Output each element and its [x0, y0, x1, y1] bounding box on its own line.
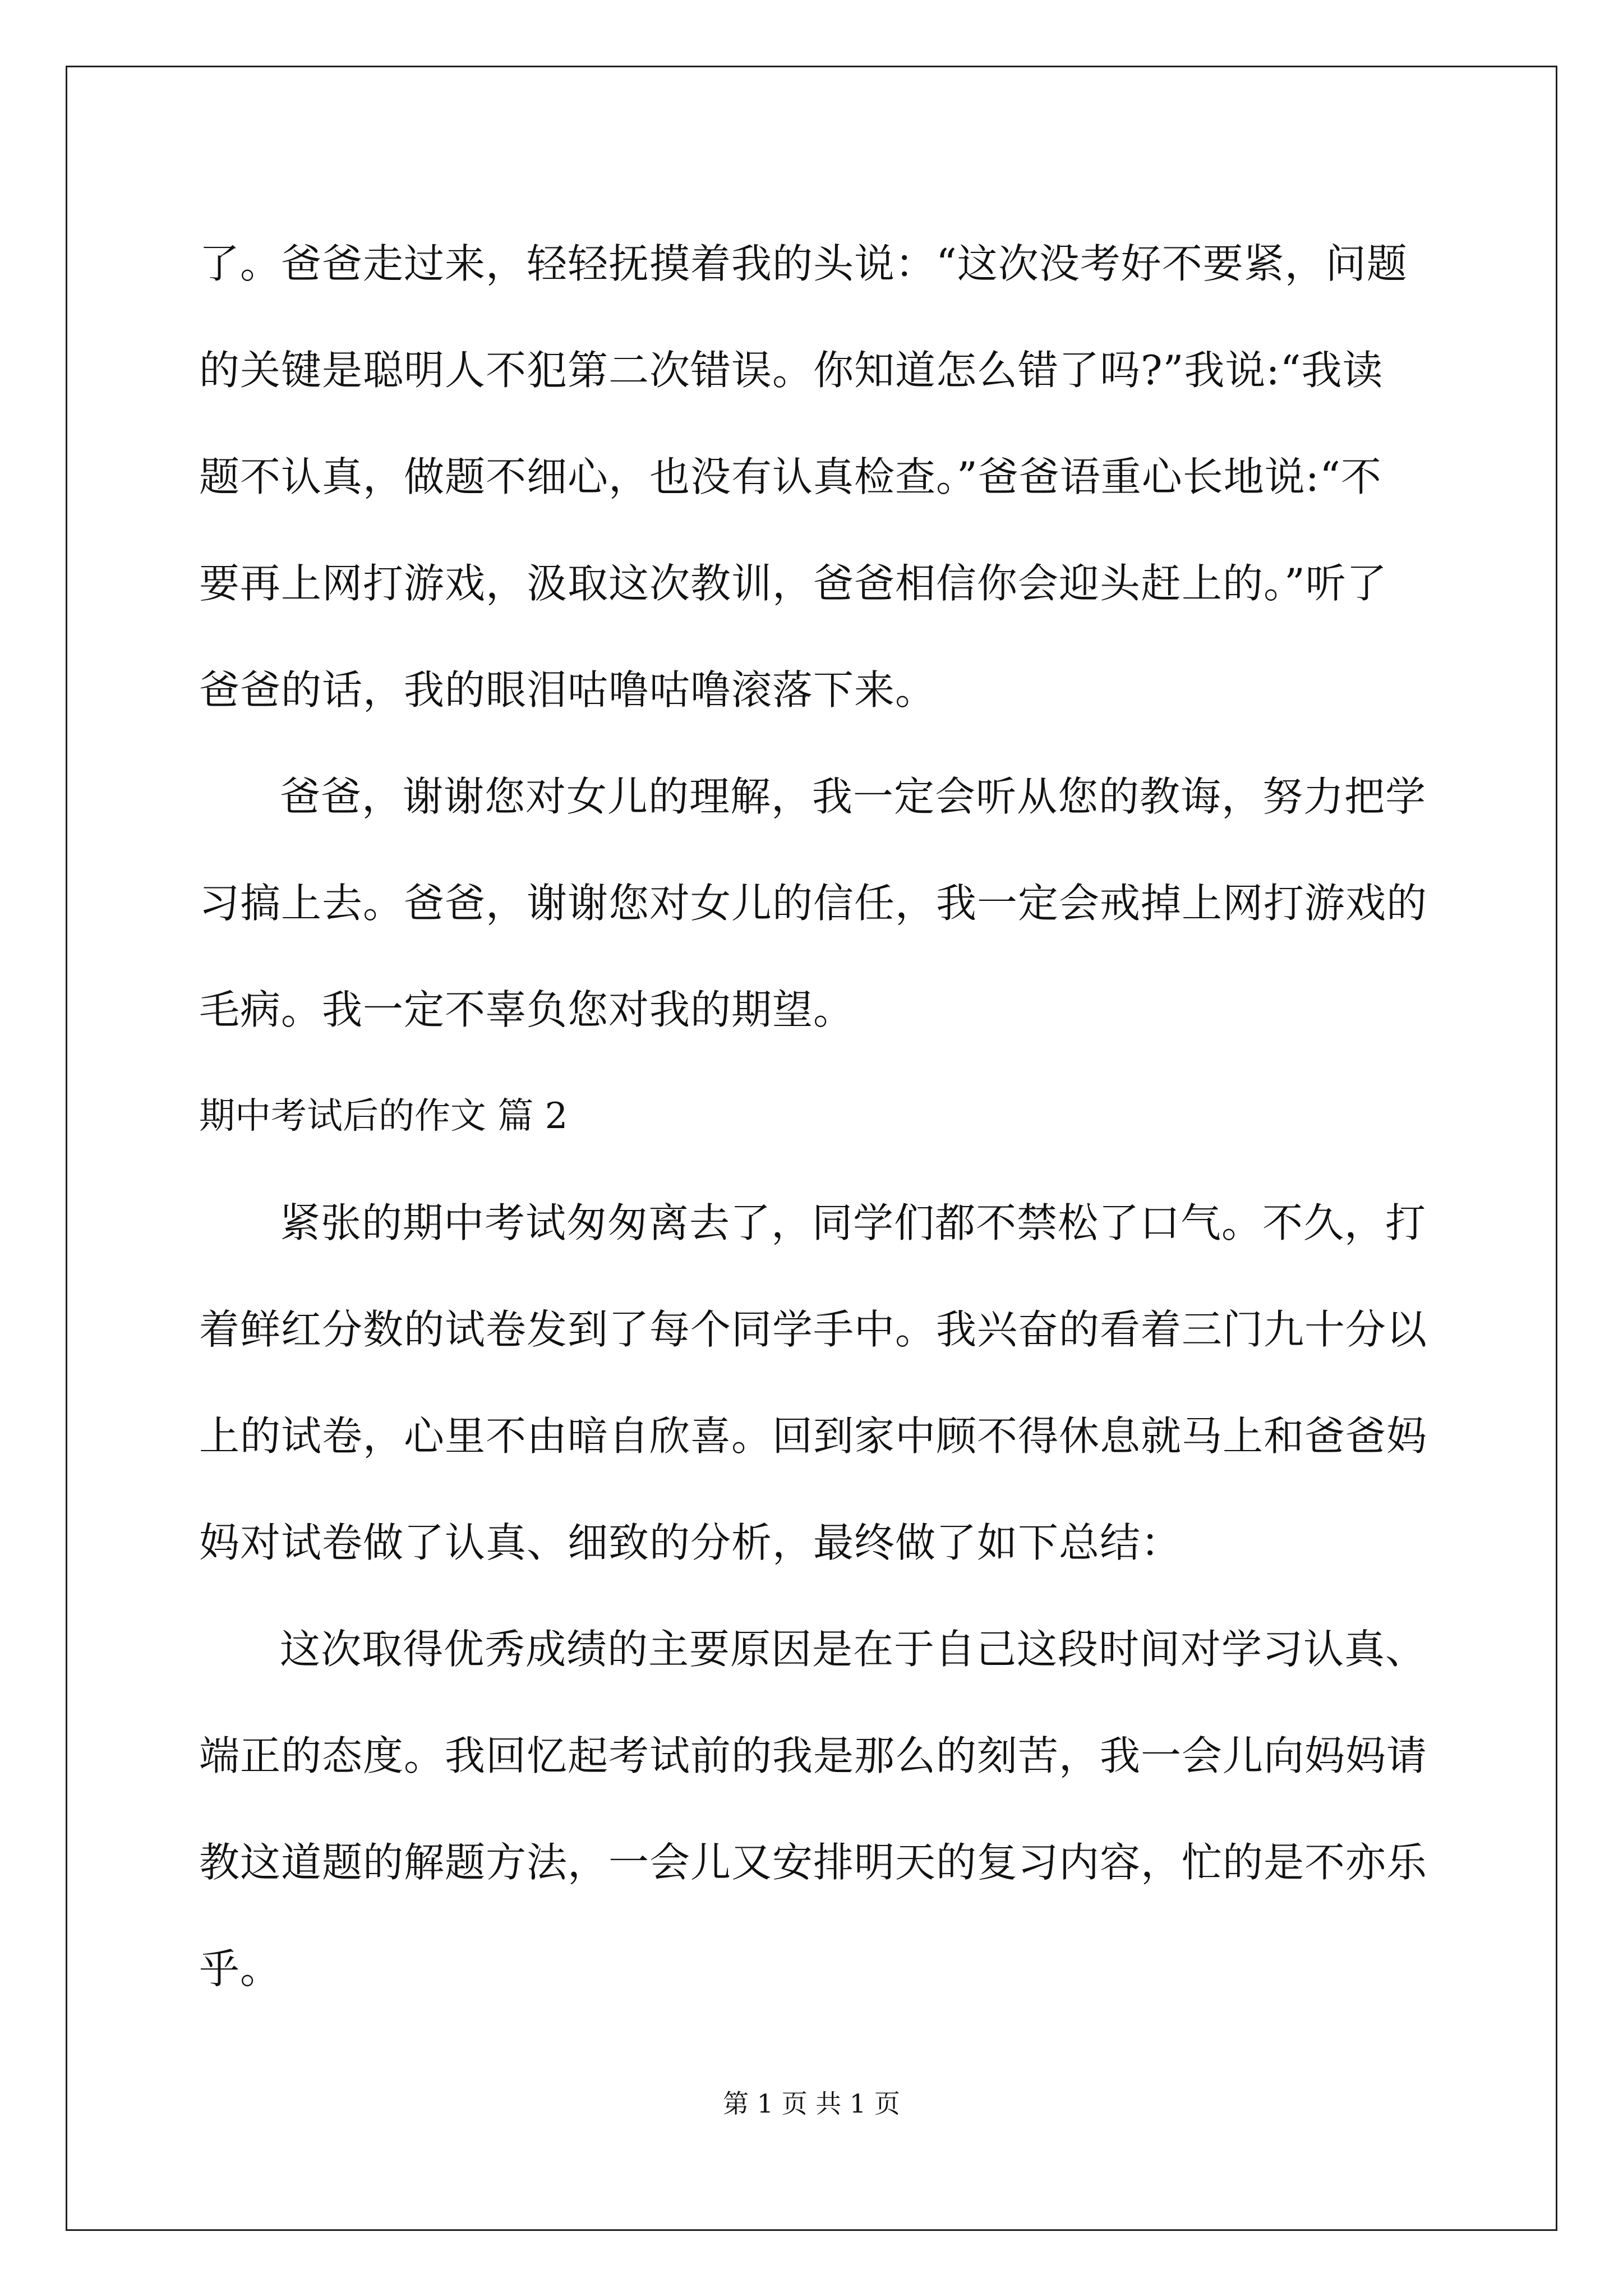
- page-number: 第 1 页 共 1 页: [723, 2088, 900, 2119]
- text-line: 题不认真，做题不细心，也没有认真检查。”爸爸语重心长地说:“不: [199, 453, 1382, 500]
- text-line: 的关键是聪明人不犯第二次错误。你知道怎么错了吗?”我说:“我读: [199, 347, 1384, 394]
- text-line: 端正的态度。我回忆起考试前的我是那么的刻苦，我一会儿向妈妈请: [199, 1732, 1428, 1779]
- text-line: 了。爸爸走过来，轻轻抚摸着我的头说：“这次没考好不要紧，问题: [199, 240, 1408, 287]
- text-line: 乎。: [199, 1945, 282, 1993]
- page-footer: [0, 2087, 1623, 2120]
- text-line: 紧张的期中考试匆匆离去了，同学们都不禁松了口气。不久，打: [280, 1199, 1427, 1246]
- text-line: 毛病。我一定不辜负您对我的期望。: [199, 986, 855, 1033]
- paragraph-1: [199, 210, 1422, 743]
- document-body: [199, 210, 1428, 2022]
- text-line: 爸爸，谢谢您对女儿的理解，我一定会听从您的教诲，努力把学: [280, 773, 1427, 820]
- section-heading: 期中考试后的作文 篇 2: [199, 1096, 568, 1137]
- text-line: 这次取得优秀成绩的主要原因是在于自己这段时间对学习认真、: [280, 1626, 1427, 1673]
- text-line: 要再上网打游戏，汲取这次教训，爸爸相信你会迎头赶上的。”听了: [199, 560, 1387, 607]
- text-line: 习搞上去。爸爸，谢谢您对女儿的信任，我一定会戒掉上网打游戏的: [199, 880, 1428, 927]
- text-line: 爸爸的话，我的眼泪咕噜咕噜滚落下来。: [199, 666, 937, 714]
- paragraph-3: [199, 1170, 1428, 1596]
- paragraph-2: [199, 743, 1428, 1063]
- text-line: 着鲜红分数的试卷发到了每个同学手中。我兴奋的看着三门九十分以: [199, 1306, 1428, 1353]
- text-line: 上的试卷，心里不由暗自欣喜。回到家中顾不得休息就马上和爸爸妈: [199, 1412, 1428, 1460]
- text-line: 妈对试卷做了认真、细致的分析，最终做了如下总结：: [199, 1519, 1182, 1566]
- text-line: 教这道题的解题方法，一会儿又安排明天的复习内容，忙的是不亦乐: [199, 1839, 1428, 1886]
- paragraph-4: [199, 1596, 1428, 2022]
